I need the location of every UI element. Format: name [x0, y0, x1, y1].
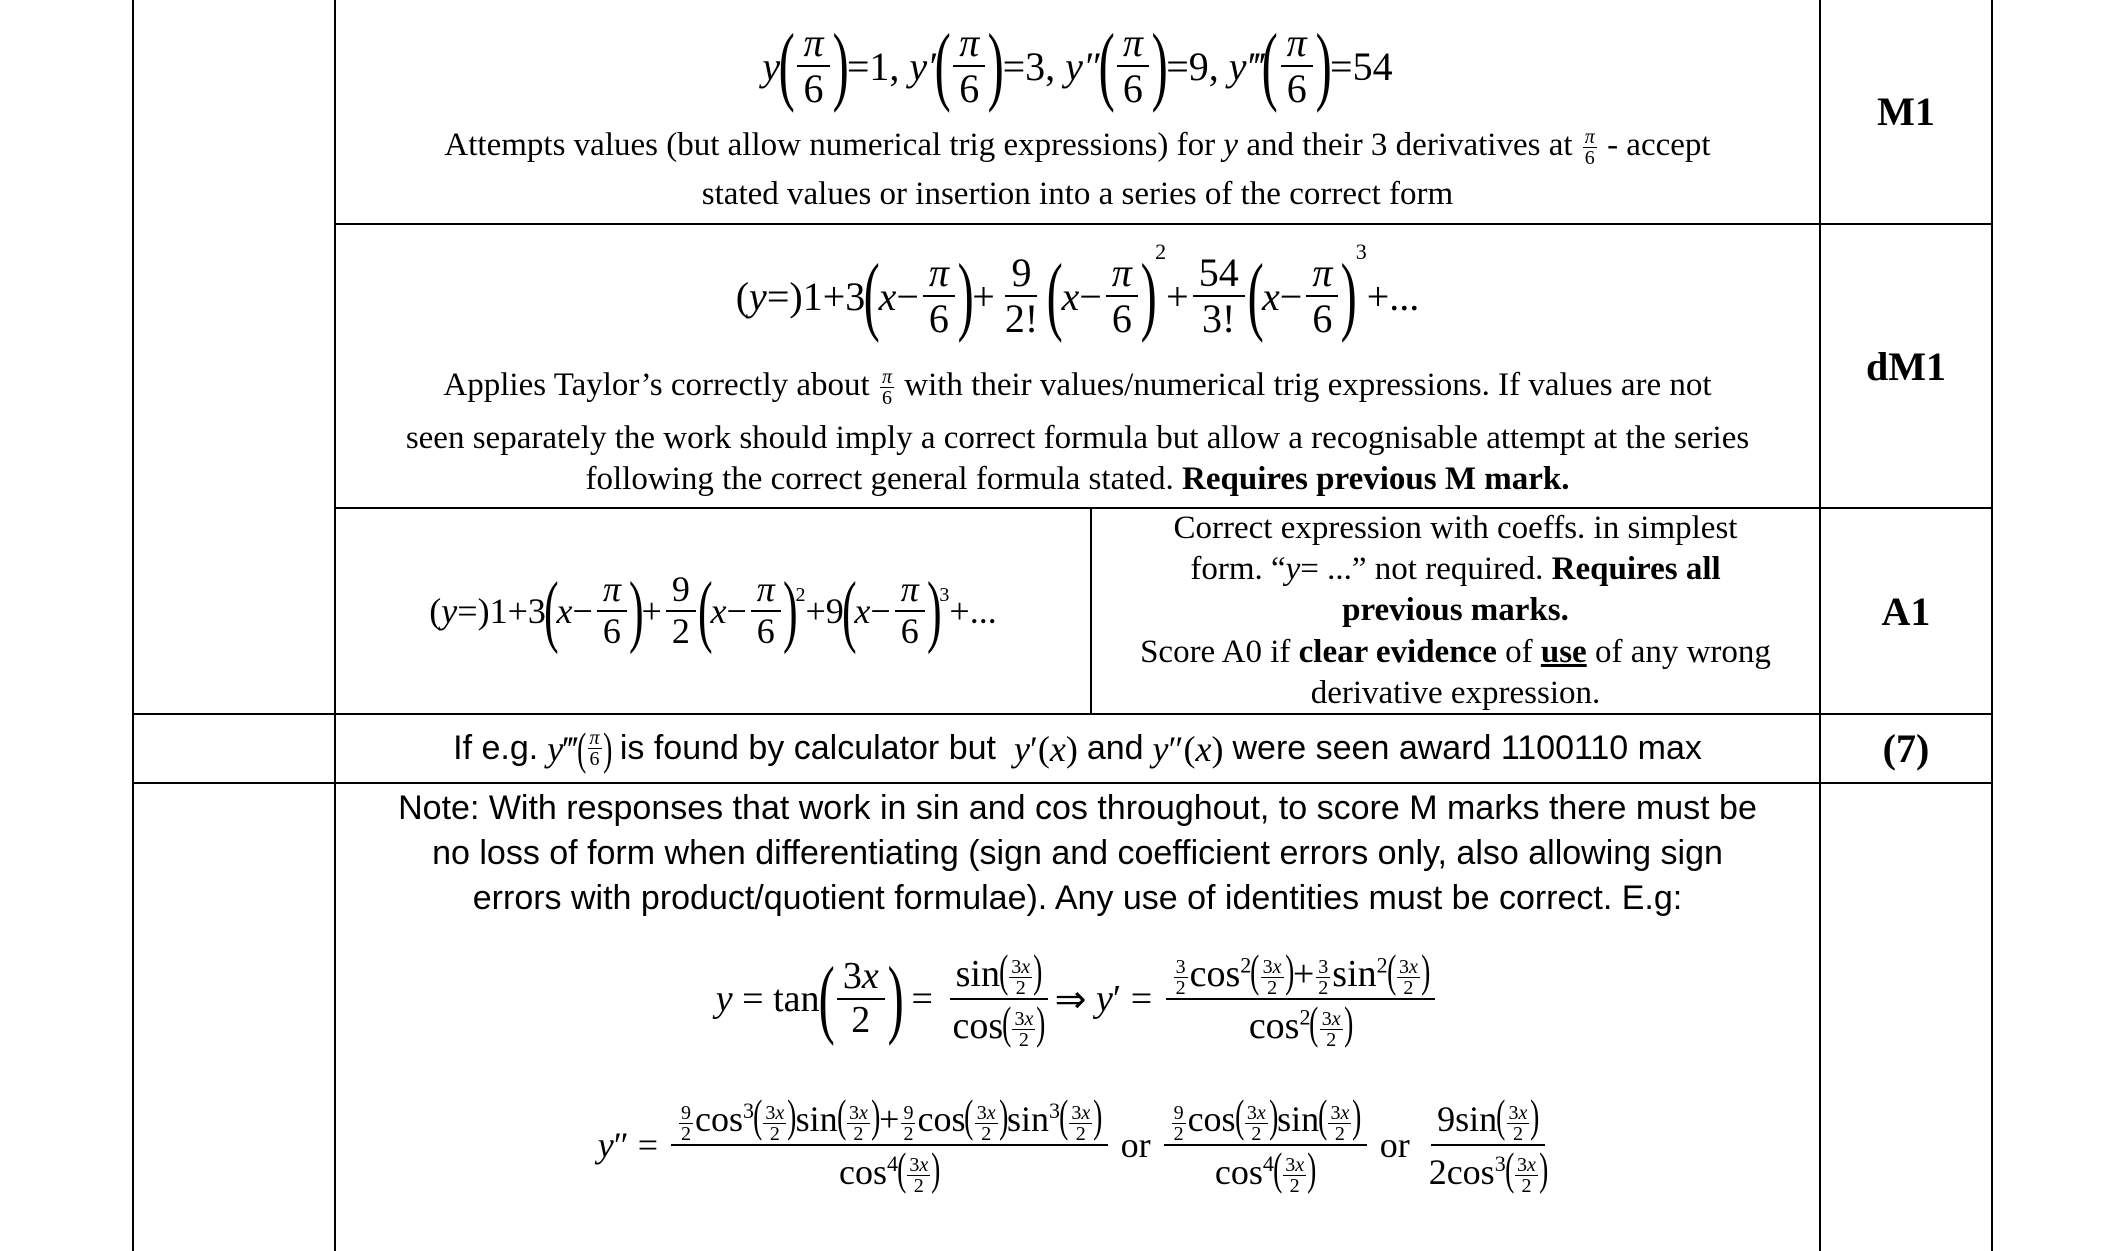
row2-content: [336, 225, 1819, 507]
row5-equation-second-derivative: y ″ = $\frac{9}{2}$ $\cos^3$( $\frac{3x}{2}$ )sin( $\frac{3x}{2}$ )+ $\frac{9}{2}$ cos( $\frac{3x}{2}$ )$\sin^3$( $\frac{3x}{2}$ ) $\cos^4$( $\frac{3x}{2}$ ) or $\frac{9}{2}$ cos( $\frac{3x}{2}$ )sin( $\frac{3x}{2}$ ) $\cos^4$( $\frac{3x}{2}$ ) or 9sin( $\frac{3x}{2}$ ) $2\cos^3$( $\frac{3x}{2}$ ): [597, 1090, 1549, 1197]
row3-guidance-line2: form. “y= ...” not required. Requires all: [1190, 551, 1721, 588]
row3-guidance-line1: Correct expression with coeffs. in simplest: [1173, 509, 1738, 546]
row1-mark: M1: [1877, 89, 1935, 134]
row3-equation-cell: [336, 509, 1090, 713]
row4-note: If e.g. y ‴ ( $\frac{\pi}{6}$ ) is found by calculator but y ′( x ) and y ″( x ) were seen award 1100110 max: [453, 722, 1702, 774]
row3-equation: ( y =) 1 + 3 ( x − $\frac{\pi}{6}$ ) + $\frac{9}{2}$ ( x − $\frac{\pi}{6}$ ) 2 + 9 ( x − $\frac{\pi}{6}$ ) 3 +...: [429, 567, 997, 655]
table-border-left: [132, 0, 134, 1251]
row5-note-line1: Note: With responses that work in sin and cos throughout, to score M marks there must be: [398, 789, 1757, 827]
row3-guidance-line5: derivative expression.: [1310, 674, 1601, 711]
row1-note-line1: Attempts values (but allow numerical trig expressions) for y and their 3 derivatives at $\frac{\pi}{6}$ - accept: [444, 126, 1711, 170]
or-label-2: or: [1379, 1124, 1410, 1165]
row4-content: [336, 715, 1819, 782]
row3-guidance-line3: previous marks.: [1342, 592, 1569, 629]
row5-note-line2: no loss of form when differentiating (sign and coefficient errors only, also allowing sign: [432, 833, 1723, 872]
row5-equation-first-derivative: y = tan ( $\frac{3x}{2}$ ) = sin( $\frac{3x}{2}$ ) cos( $\frac{3x}{2}$ ) ⇒ y ′ = $\frac{3}{2}$ $\cos^2$( $\frac{3x}{2}$ )+ $\frac{3}{2}$ $\sin^2$( $\frac{3x}{2}$ ) $\cos^2$( $\frac{3x}{2}$ ): [716, 927, 1439, 1072]
row1-note-line2: stated values or insertion into a series of the correct form: [701, 176, 1454, 213]
row5-content: [336, 784, 1819, 1251]
row2-mark: dM1: [1866, 343, 1946, 389]
row3-guidance-line4: Score A0 if clear evidence of use of any wrong: [1140, 633, 1771, 670]
row2-note-line1: Applies Taylor’s correctly about $\frac{\pi}{6}$ with their values/numerical trig expressions. If values are not: [443, 366, 1712, 410]
row1-content: [336, 0, 1819, 223]
row3-guidance: [1092, 509, 1819, 713]
or-label-1: or: [1120, 1124, 1151, 1165]
row2-equation: ( y =) 1 + 3 ( x − $\frac{\pi}{6}$ ) + $\frac{9}{2!}$ ( x − $\frac{\pi}{6}$ ) 2 + $\frac{54}{3!}$ ( x − $\frac{\pi}{6}$ ) 3 +...: [735, 239, 1420, 345]
row1-equation: y ( $\frac{\pi}{6}$ ) = 1 , y′ ( $\frac{\pi}{6}$ ) = 3 , y″ ( $\frac{\pi}{6}$ ) = 9 , y‴ ( $\frac{\pi}{6}$ ) = 54: [762, 17, 1393, 115]
row3-mark: A1: [1881, 588, 1931, 634]
row2-note-line3: following the correct general formula stated. Requires previous M mark.: [585, 461, 1570, 498]
row2-note-line2: seen separately the work should imply a correct formula but allow a recognisable attempt at the series: [405, 420, 1750, 457]
table-border-right: [1991, 0, 1993, 1251]
row5-note-line3: errors with product/quotient formulae). Any use of identities must be correct. E.g:: [472, 878, 1683, 917]
row4-total: (7): [1882, 726, 1930, 771]
